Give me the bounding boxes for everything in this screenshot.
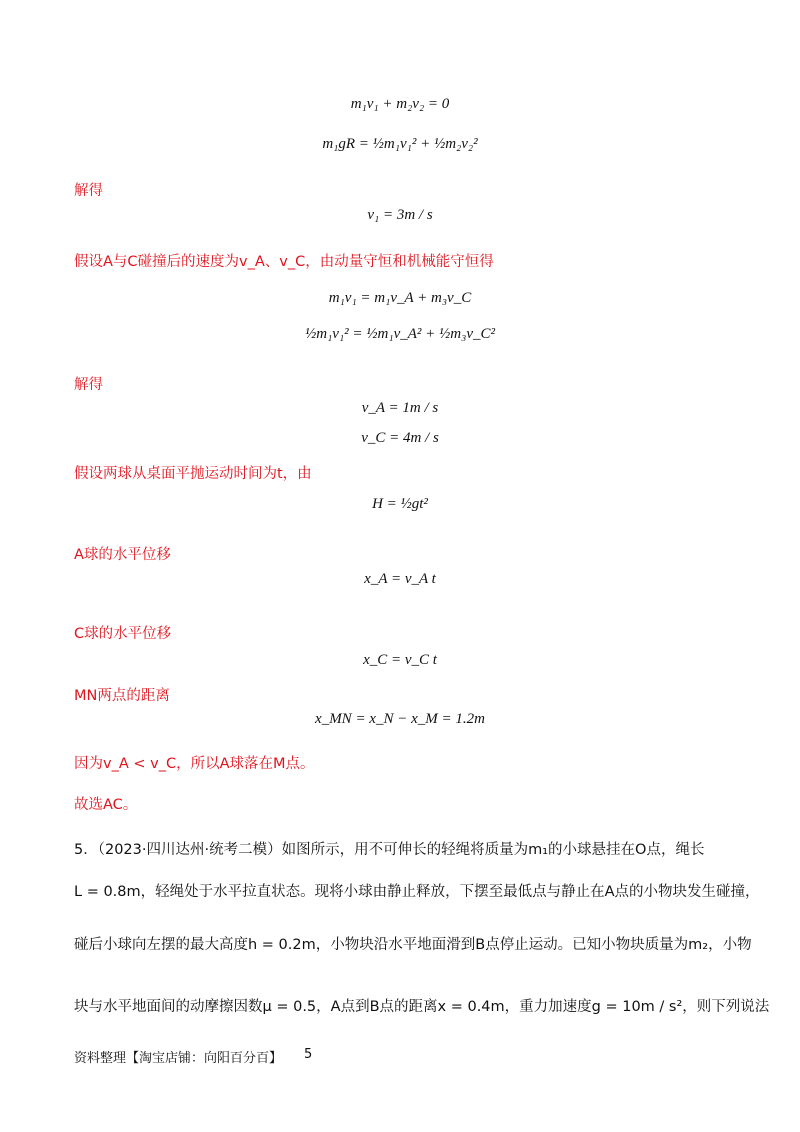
- solve-label-1: 解得: [74, 183, 103, 199]
- solve-label-2: 解得: [74, 377, 103, 393]
- equation-energy-1: m₁gR = ½m₁v₁² + ½m₂v₂²: [322, 136, 478, 152]
- assume-collision-text: 假设A与C碰撞后的速度为v_A、v_C，由动量守恒和机械能守恒得: [74, 254, 494, 270]
- equation-xmn: x_MN = x_N − x_M = 1.2m: [315, 711, 485, 727]
- question-5-line-2: L = 0.8m，轻绳处于水平拉直状态。现将小球由静止释放，下摆至最低点与静止在A点的小物块发生碰撞，: [74, 884, 760, 900]
- equation-va-result: v_A = 1m / s: [361, 400, 439, 416]
- conclusion-text: 因为v_A < v_C，所以A球落在M点。: [74, 756, 315, 772]
- equation-momentum-1: m₁v₁ + m₂v₂ = 0: [350, 96, 450, 112]
- mn-distance-label: MN两点的距离: [74, 688, 170, 704]
- page-number: 5: [304, 1047, 313, 1062]
- question-5-line-3: 碰后小球向左摆的最大高度h = 0.2m，小物块沿水平地面滑到B点停止运动。已知小物块质量为m₂，小物: [74, 937, 752, 953]
- answer-text: 故选AC。: [74, 797, 138, 813]
- equation-vc-result: v_C = 4m / s: [361, 430, 439, 446]
- equation-fall-height: H = ½gt²: [372, 496, 428, 512]
- equation-xc: x_C = v_C t: [363, 652, 437, 668]
- footer-source: 资料整理【淘宝店铺：向阳百分百】: [74, 1051, 283, 1066]
- question-5-line-4: 块与水平地面间的动摩擦因数μ = 0.5，A点到B点的距离x = 0.4m，重力加速度g = 10m / s²，则下列说法: [74, 999, 770, 1015]
- equation-v1-result: v₁ = 3m / s: [367, 207, 433, 223]
- equation-momentum-2: m₁v₁ = m₁v_A + m₃v_C: [328, 290, 472, 306]
- equation-energy-2: ½m₁v₁² = ½m₁v_A² + ½m₃v_C²: [305, 326, 495, 342]
- question-5-line-1: 5．（2023·四川达州·统考二模）如图所示，用不可伸长的轻绳将质量为m₁的小球悬挂在O点，绳长: [74, 842, 705, 858]
- assume-time-text: 假设两球从桌面平抛运动时间为t，由: [74, 466, 312, 482]
- equation-xa: x_A = v_A t: [364, 571, 436, 587]
- c-displacement-label: C球的水平位移: [74, 626, 172, 642]
- a-displacement-label: A球的水平位移: [74, 547, 171, 563]
